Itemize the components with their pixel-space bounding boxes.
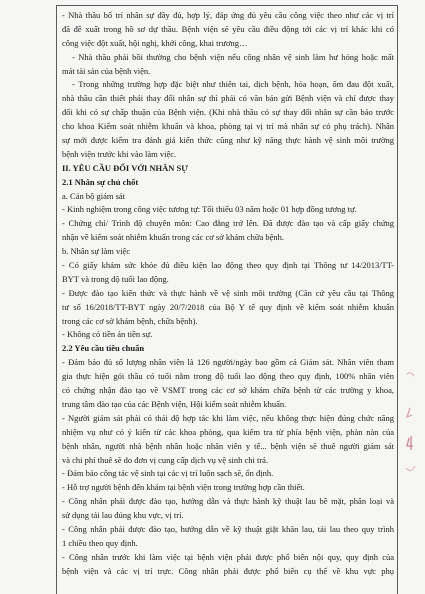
text-line: bệnh viện trước khi vào làm việc. xyxy=(62,148,177,159)
text-line: - Được đào tạo kiến thức và thực hành về vệ sinh môi trường (Căn cứ yêu cầu tại Thông xyxy=(62,287,394,298)
text-line: - Có giấy khám sức khỏe đủ điều kiện lao động theo quy định tại Thông tư 14/2013/TT- xyxy=(62,260,394,271)
text-line: bệnh nhân, người nhà bệnh nhân hoặc nhân viên y tế... bệnh viện sẽ thuê người giám sát xyxy=(62,440,394,451)
text-line: - Hỗ trợ người bệnh đến khám tại bệnh viện trong trường hợp cần thiết. xyxy=(62,482,305,493)
text-line: - Nhà thầu phải bồi thường cho bệnh viện nếu công nhân vệ sinh làm hư hỏng hoặc mất xyxy=(72,51,394,62)
text-line: - Công nhân phải được đào tạo, hướng dẫn về kỹ thuật giặt khăn lau, tải lau theo quy trình xyxy=(62,523,394,534)
text-line: nhận về kiểm soát nhiễm khuẩn trong các cơ sở khám chữa bệnh. xyxy=(62,232,285,243)
text-line: đã đề xuất trong hồ sơ dự thầu. Bệnh viện sẽ yêu cầu điều động tới các vị trí khác khi có xyxy=(62,23,394,34)
bullet-item xyxy=(62,467,394,481)
text-line: gia thực hiện gói thầu có tuổi nằm trong độ tuổi lao động theo quy định, 100% nhân viên xyxy=(62,371,394,382)
text-line: 1 chiều theo quy định. xyxy=(62,537,138,548)
bullet-item xyxy=(62,412,394,468)
subsection-heading: 2.1 Nhân sự chủ chốt xyxy=(62,176,139,187)
bullet-item xyxy=(62,217,394,245)
item-heading: b. Nhân sự làm việc xyxy=(62,246,131,257)
text-line: sự mới được kiểm tra đánh giá kiến thức cũng như kỹ năng thực hành vệ sinh môi trường xyxy=(62,135,394,146)
text-line: trong các cơ sở khám bệnh, chữa bệnh). xyxy=(62,315,198,326)
bullet-item xyxy=(62,203,394,217)
text-line: và chi phí thuê sẽ do đơn vị cung cấp dịch vụ vệ sinh chi trả. xyxy=(62,454,269,465)
text-line: mát tài sản của bệnh viện. xyxy=(62,65,151,76)
item-heading: a. Cán bộ giám sát xyxy=(62,190,126,201)
text-line: - Chứng chỉ/ Trình độ chuyên môn: Cao đẳng trở lên. Đã được đào tạo và cấp giấy chứng xyxy=(62,218,394,229)
text-line: - Người giám sát phải có thái độ hợp tác khi làm việc, nếu không thực hiện đúng chức năng xyxy=(62,412,394,423)
subsection-heading: 2.2 Yêu cầu tiêu chuẩn xyxy=(62,343,145,354)
section-heading: II. YÊU CẦU ĐỐI VỚI NHÂN SỰ xyxy=(62,162,189,173)
text-line: - Không có tiền án tiền sự. xyxy=(62,329,153,340)
text-line: - Trong những trường hợp đặc biệt như thiên tai, dịch bệnh, hỏa hoạn, ốm đau đột xuất, xyxy=(72,79,394,90)
text-line: - Đảm bảo công tác vệ sinh tại các vị trí luôn sạch sẽ, ổn định. xyxy=(62,468,274,479)
bullet-item xyxy=(62,287,394,329)
bullet-item xyxy=(62,495,394,523)
text-line: nhà thầu cần thiết phải thay đổi nhân sự thì phải có văn bản gửi Bệnh viện và chỉ được thay xyxy=(62,93,394,104)
bullet-item xyxy=(62,259,394,287)
bullet-item xyxy=(62,523,394,551)
document-body xyxy=(62,9,394,579)
margin-stamp-mark xyxy=(401,368,419,483)
text-line: - Đảm bảo đủ số lượng nhân viên là 126 người/ngày bao gồm cả Giám sát. Nhân viên tham xyxy=(62,357,394,368)
text-line: đổi khi có sự chấp thuận của Bệnh viện. (Khi nhà thầu có sự thay đổi nhân sự cần báo trước xyxy=(62,107,394,118)
bullet-item xyxy=(62,78,394,161)
text-line: nhiệm vụ như có ý kiến từ các khoa phòng, qua kiểm tra từ phía bệnh viện, phàn nàn của xyxy=(62,426,394,437)
bullet-item xyxy=(62,51,394,79)
bullet-item xyxy=(62,551,394,579)
text-line: công việc đột xuất, hội nghị, khởi công, khai trương… xyxy=(62,37,248,48)
text-line: - Kinh nghiệm trong công việc tương tự: Tối thiểu 03 năm hoặc 01 hợp đồng tương tự. xyxy=(62,204,357,215)
text-line: trung tâm đào tạo của các Bệnh viện, Hội kiểm soát nhiễm khuẩn. xyxy=(62,398,287,409)
text-line: BYT và trong độ tuổi lao động. xyxy=(62,273,169,284)
text-line: bệnh viện và các vị trí trực. Công nhân phải được phổ biến cụ thể về khu vực phụ xyxy=(62,565,394,576)
text-line: - Nhà thầu bố trí nhân sự đầy đủ, hợp lý, đáp ứng đủ yêu cầu công việc theo như các vị trí xyxy=(62,10,394,20)
bullet-item xyxy=(62,9,394,51)
content-frame xyxy=(56,5,398,594)
text-line: có chứng nhận đào tạo về VSMT trong các cơ sở khám chữa bệnh từ các trường y khoa, xyxy=(62,385,394,396)
bullet-item xyxy=(62,328,394,342)
text-line: - Công nhân phải được đào tạo, hướng dẫn và thực hành kỹ thuật lau bề mặt, phân loại và xyxy=(62,496,394,507)
text-line: tư số 16/2018/TT-BYT ngày 20/7/2018 của Bộ Y tế quy định về kiểm soát nhiễm khuẩn xyxy=(62,301,394,312)
text-line: - Công nhân trước khi làm việc tại bệnh viện phải được phổ biến nội quy, quy định của xyxy=(62,551,394,562)
bullet-item xyxy=(62,481,394,495)
text-line: sử dụng tải lau đúng khu vực, vị trí. xyxy=(62,510,184,521)
text-line: cho khoa Kiểm soát nhiễm khuẩn và khoa, phòng tại vị trí mà nhân sự có phụ trách). Nhân xyxy=(62,121,394,132)
bullet-item xyxy=(62,356,394,412)
